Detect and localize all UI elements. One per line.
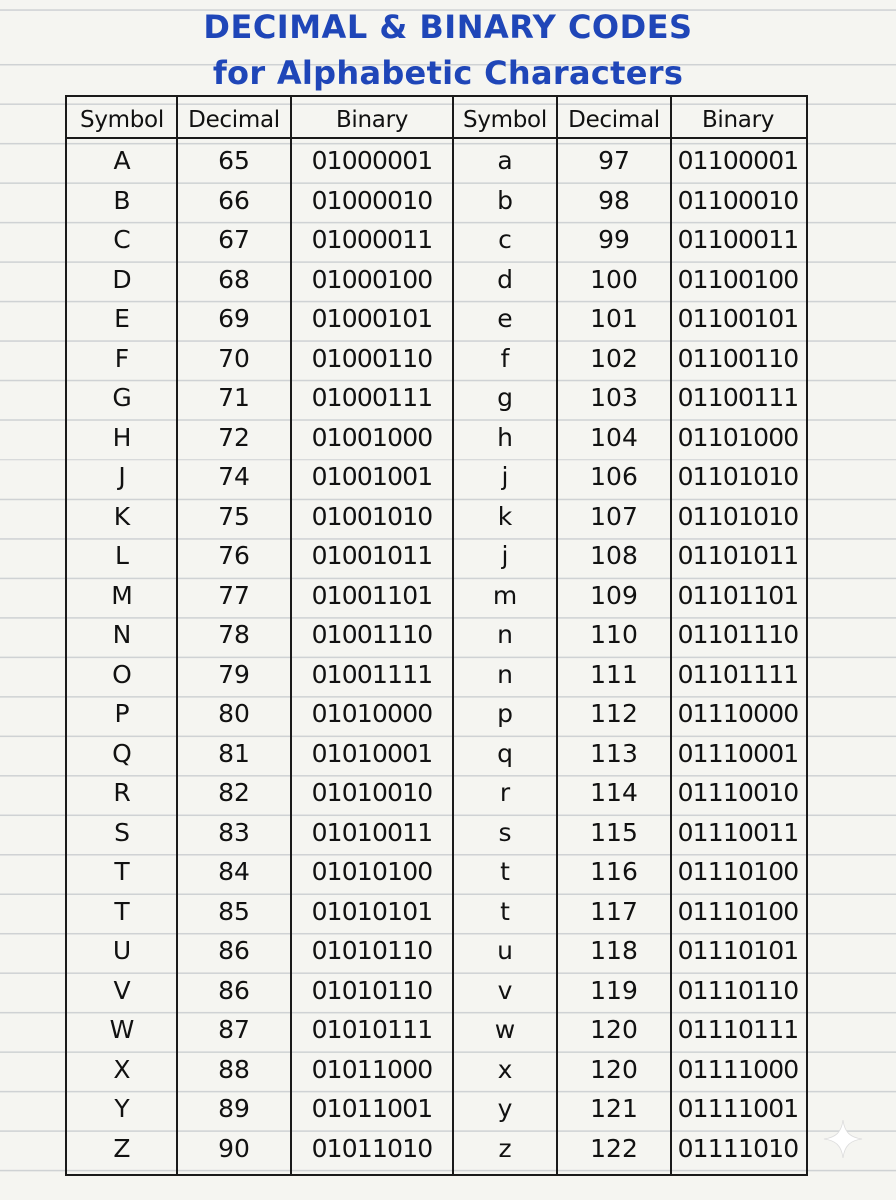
uppercase-binary-cell: 01010001 <box>311 738 433 768</box>
uppercase-decimal-cell: 75 <box>218 501 250 531</box>
lowercase-decimal-cell: 113 <box>590 738 638 768</box>
uppercase-decimal-cell: 71 <box>218 383 250 413</box>
uppercase-binary-cell: 01011000 <box>311 1054 433 1084</box>
lowercase-decimal-cell: 108 <box>590 541 638 571</box>
uppercase-symbol-cell: L <box>115 541 129 571</box>
lowercase-binary-cell: 01101111 <box>677 659 799 689</box>
lowercase-binary-cell: 01110101 <box>677 936 799 966</box>
lowercase-binary-cell: 01100001 <box>677 146 799 176</box>
uppercase-symbol-cell: O <box>112 659 132 689</box>
lowercase-symbol-cell: j <box>501 462 509 492</box>
uppercase-decimal-cell: 84 <box>218 857 250 887</box>
lowercase-decimal-cell: 121 <box>590 1094 638 1124</box>
uppercase-decimal-cell: 66 <box>218 185 250 215</box>
page-title: DECIMAL & BINARY CODES <box>203 8 693 46</box>
lowercase-decimal-cell: 107 <box>590 501 638 531</box>
uppercase-decimal-cell: 88 <box>218 1054 250 1084</box>
lowercase-binary-cell: 01101010 <box>677 462 799 492</box>
uppercase-binary-cell: 01000011 <box>311 225 433 255</box>
lowercase-binary-cell: 01110110 <box>677 975 799 1005</box>
lowercase-decimal-cell: 119 <box>590 975 638 1005</box>
table-row <box>67 299 805 339</box>
lowercase-decimal-cell: 120 <box>590 1054 638 1084</box>
lowercase-symbol-cell: v <box>497 975 513 1005</box>
lowercase-symbol-cell: w <box>494 1015 516 1045</box>
uppercase-binary-cell: 01001000 <box>311 422 433 452</box>
lowercase-binary-cell: 01101010 <box>677 501 799 531</box>
lowercase-symbol-cell: d <box>497 264 513 294</box>
uppercase-symbol-cell: T <box>114 857 130 887</box>
uppercase-binary-cell: 01000111 <box>311 383 433 413</box>
lowercase-decimal-cell: 98 <box>598 185 630 215</box>
lowercase-binary-cell: 01110010 <box>677 778 799 808</box>
uppercase-binary-cell: 01001111 <box>311 659 433 689</box>
sparkle-icon <box>822 1118 864 1160</box>
uppercase-binary-cell: 01010101 <box>311 896 433 926</box>
table-row <box>67 1129 805 1169</box>
lowercase-symbol-cell: p <box>497 699 513 729</box>
column-header-decimal: Decimal <box>188 107 280 133</box>
lowercase-symbol-cell: q <box>497 738 513 768</box>
uppercase-symbol-cell: J <box>118 462 126 492</box>
table-row <box>67 615 805 655</box>
uppercase-decimal-cell: 69 <box>218 304 250 334</box>
lowercase-decimal-cell: 112 <box>590 699 638 729</box>
lowercase-symbol-cell: c <box>498 225 512 255</box>
uppercase-decimal-cell: 78 <box>218 620 250 650</box>
uppercase-symbol-cell: N <box>112 620 132 650</box>
uppercase-symbol-cell: X <box>113 1054 131 1084</box>
column-header-binary: Binary <box>335 107 409 133</box>
lowercase-binary-cell: 01101000 <box>677 422 799 452</box>
uppercase-symbol-cell: Y <box>114 1094 130 1124</box>
table-row <box>67 852 805 892</box>
uppercase-binary-cell: 01001001 <box>311 462 433 492</box>
table-row <box>67 931 805 971</box>
lowercase-decimal-cell: 104 <box>590 422 638 452</box>
table-row <box>67 260 805 300</box>
column-header-symbol: Symbol <box>463 107 547 133</box>
lowercase-symbol-cell: k <box>497 501 513 531</box>
table-row <box>67 418 805 458</box>
lowercase-symbol-cell: x <box>497 1054 513 1084</box>
uppercase-decimal-cell: 77 <box>218 580 250 610</box>
uppercase-binary-cell: 01010111 <box>311 1015 433 1045</box>
lowercase-decimal-cell: 99 <box>598 225 630 255</box>
lowercase-symbol-cell: s <box>498 817 512 847</box>
lowercase-binary-cell: 01101110 <box>677 620 799 650</box>
uppercase-binary-cell: 01000010 <box>311 185 433 215</box>
lowercase-binary-cell: 01100010 <box>677 185 799 215</box>
uppercase-binary-cell: 01011010 <box>311 1133 433 1163</box>
lowercase-decimal-cell: 122 <box>590 1133 638 1163</box>
lowercase-symbol-cell: b <box>497 185 513 215</box>
table-row <box>67 892 805 932</box>
column-header-decimal: Decimal <box>568 107 660 133</box>
lowercase-symbol-cell: j <box>501 541 509 571</box>
uppercase-symbol-cell: E <box>114 304 130 334</box>
table-row <box>67 137 805 181</box>
table-row <box>67 181 805 221</box>
uppercase-symbol-cell: R <box>113 778 131 808</box>
uppercase-symbol-cell: U <box>112 936 132 966</box>
lowercase-binary-cell: 01100110 <box>677 343 799 373</box>
table-row <box>67 813 805 853</box>
column-header-binary: Binary <box>701 107 775 133</box>
uppercase-symbol-cell: V <box>113 975 131 1005</box>
lowercase-binary-cell: 01100101 <box>677 304 799 334</box>
lowercase-symbol-cell: m <box>492 580 518 610</box>
uppercase-binary-cell: 01000101 <box>311 304 433 334</box>
table-header-row <box>67 97 805 137</box>
lowercase-binary-cell: 01110100 <box>677 857 799 887</box>
uppercase-symbol-cell: S <box>114 817 130 847</box>
uppercase-decimal-cell: 72 <box>218 422 250 452</box>
uppercase-symbol-cell: M <box>111 580 133 610</box>
lowercase-decimal-cell: 115 <box>590 817 638 847</box>
lowercase-decimal-cell: 100 <box>590 264 638 294</box>
lowercase-decimal-cell: 116 <box>590 857 638 887</box>
code-table-frame <box>65 95 808 1176</box>
lowercase-binary-cell: 01110011 <box>677 817 799 847</box>
uppercase-binary-cell: 01000100 <box>311 264 433 294</box>
code-table <box>67 97 805 1168</box>
uppercase-symbol-cell: W <box>109 1015 135 1045</box>
lowercase-decimal-cell: 101 <box>590 304 638 334</box>
uppercase-symbol-cell: T <box>114 896 130 926</box>
uppercase-decimal-cell: 86 <box>218 936 250 966</box>
uppercase-symbol-cell: G <box>112 383 132 413</box>
lowercase-symbol-cell: e <box>497 304 513 334</box>
lowercase-binary-cell: 01100100 <box>677 264 799 294</box>
uppercase-symbol-cell: H <box>112 422 132 452</box>
uppercase-binary-cell: 01010000 <box>311 699 433 729</box>
uppercase-symbol-cell: A <box>113 146 131 176</box>
lowercase-decimal-cell: 97 <box>598 146 630 176</box>
uppercase-binary-cell: 01000110 <box>311 343 433 373</box>
lowercase-decimal-cell: 103 <box>590 383 638 413</box>
uppercase-symbol-cell: Q <box>112 738 132 768</box>
lowercase-binary-cell: 01111010 <box>677 1133 799 1163</box>
uppercase-decimal-cell: 80 <box>218 699 250 729</box>
uppercase-decimal-cell: 89 <box>218 1094 250 1124</box>
lowercase-binary-cell: 01111000 <box>677 1054 799 1084</box>
lowercase-decimal-cell: 109 <box>590 580 638 610</box>
lowercase-decimal-cell: 114 <box>590 778 638 808</box>
uppercase-binary-cell: 01010110 <box>311 936 433 966</box>
uppercase-symbol-cell: K <box>113 501 131 531</box>
lowercase-binary-cell: 01111001 <box>677 1094 799 1124</box>
uppercase-binary-cell: 01001101 <box>311 580 433 610</box>
uppercase-decimal-cell: 87 <box>218 1015 250 1045</box>
table-row <box>67 457 805 497</box>
uppercase-binary-cell: 01010100 <box>311 857 433 887</box>
table-row <box>67 497 805 537</box>
uppercase-decimal-cell: 82 <box>218 778 250 808</box>
uppercase-binary-cell: 01010010 <box>311 778 433 808</box>
column-header-symbol: Symbol <box>80 107 164 133</box>
uppercase-decimal-cell: 90 <box>218 1133 250 1163</box>
uppercase-binary-cell: 01011001 <box>311 1094 433 1124</box>
uppercase-decimal-cell: 74 <box>218 462 250 492</box>
lowercase-decimal-cell: 102 <box>590 343 638 373</box>
table-row <box>67 576 805 616</box>
lowercase-symbol-cell: r <box>499 778 511 808</box>
uppercase-decimal-cell: 65 <box>218 146 250 176</box>
lowercase-binary-cell: 01100111 <box>677 383 799 413</box>
uppercase-decimal-cell: 86 <box>218 975 250 1005</box>
uppercase-decimal-cell: 79 <box>218 659 250 689</box>
lowercase-binary-cell: 01110111 <box>677 1015 799 1045</box>
uppercase-decimal-cell: 83 <box>218 817 250 847</box>
uppercase-symbol-cell: C <box>113 225 131 255</box>
uppercase-symbol-cell: B <box>113 185 131 215</box>
lowercase-binary-cell: 01101101 <box>677 580 799 610</box>
uppercase-binary-cell: 01001110 <box>311 620 433 650</box>
lowercase-binary-cell: 01100011 <box>677 225 799 255</box>
lowercase-decimal-cell: 117 <box>590 896 638 926</box>
lowercase-binary-cell: 01110100 <box>677 896 799 926</box>
page-subtitle: for Alphabetic Characters <box>212 54 684 92</box>
uppercase-decimal-cell: 70 <box>218 343 250 373</box>
lowercase-decimal-cell: 111 <box>590 659 638 689</box>
table-body <box>67 137 805 1168</box>
table-row <box>67 536 805 576</box>
uppercase-decimal-cell: 81 <box>218 738 250 768</box>
uppercase-decimal-cell: 68 <box>218 264 250 294</box>
uppercase-binary-cell: 01000001 <box>311 146 433 176</box>
uppercase-symbol-cell: P <box>114 699 130 729</box>
table-row <box>67 378 805 418</box>
lowercase-symbol-cell: t <box>500 857 510 887</box>
lowercase-decimal-cell: 120 <box>590 1015 638 1045</box>
table-row <box>67 971 805 1011</box>
uppercase-symbol-cell: Z <box>113 1133 131 1163</box>
uppercase-binary-cell: 01001011 <box>311 541 433 571</box>
table-row <box>67 1010 805 1050</box>
lowercase-decimal-cell: 106 <box>590 462 638 492</box>
lowercase-decimal-cell: 118 <box>590 936 638 966</box>
table-row <box>67 339 805 379</box>
lowercase-symbol-cell: n <box>497 620 513 650</box>
lowercase-symbol-cell: t <box>500 896 510 926</box>
table-row <box>67 655 805 695</box>
lowercase-symbol-cell: h <box>497 422 513 452</box>
uppercase-decimal-cell: 85 <box>218 896 250 926</box>
table-row <box>67 1089 805 1129</box>
lowercase-symbol-cell: y <box>497 1094 513 1124</box>
lowercase-symbol-cell: z <box>498 1133 512 1163</box>
lowercase-symbol-cell: n <box>497 659 513 689</box>
uppercase-binary-cell: 01010011 <box>311 817 433 847</box>
lowercase-symbol-cell: g <box>497 383 513 413</box>
table-row <box>67 734 805 774</box>
lowercase-symbol-cell: a <box>497 146 513 176</box>
lowercase-symbol-cell: u <box>497 936 513 966</box>
lowercase-binary-cell: 01110000 <box>677 699 799 729</box>
lowercase-decimal-cell: 110 <box>590 620 638 650</box>
table-row <box>67 694 805 734</box>
lowercase-binary-cell: 01110001 <box>677 738 799 768</box>
table-row <box>67 220 805 260</box>
uppercase-binary-cell: 01001010 <box>311 501 433 531</box>
uppercase-decimal-cell: 76 <box>218 541 250 571</box>
uppercase-symbol-cell: D <box>112 264 132 294</box>
uppercase-binary-cell: 01010110 <box>311 975 433 1005</box>
table-row <box>67 1050 805 1090</box>
lowercase-symbol-cell: f <box>500 343 510 373</box>
uppercase-decimal-cell: 67 <box>218 225 250 255</box>
uppercase-symbol-cell: F <box>114 343 130 373</box>
table-row <box>67 773 805 813</box>
lowercase-binary-cell: 01101011 <box>677 541 799 571</box>
